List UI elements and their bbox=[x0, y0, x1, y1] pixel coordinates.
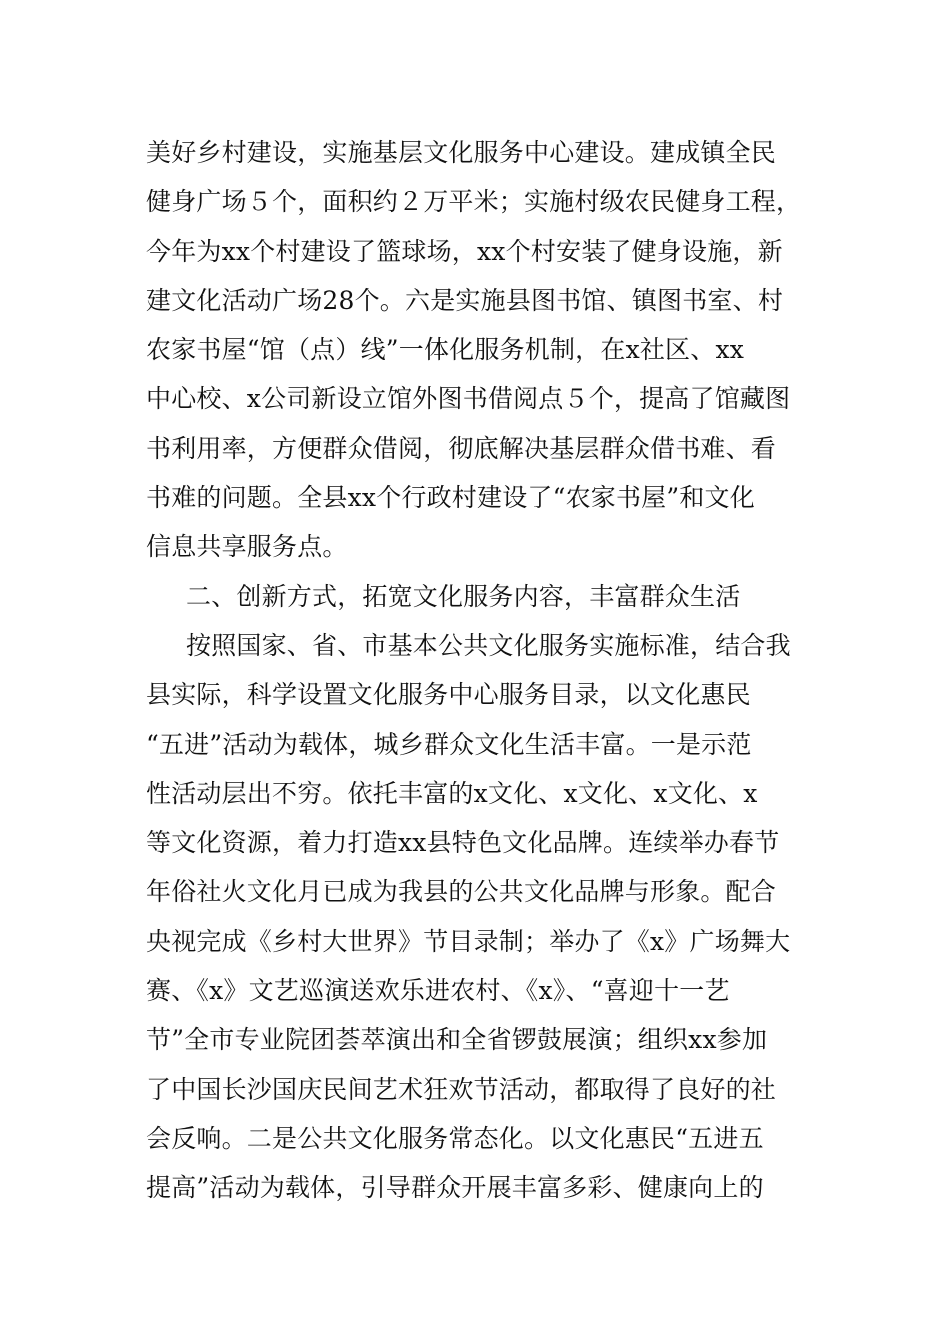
text-line: 县实际，科学设置文化服务中心服务目录，以文化惠民 bbox=[146, 680, 751, 710]
text-line: 信息共享服务点。 bbox=[146, 532, 348, 562]
text-line: 书难的问题。全县xx个行政村建设了“农家书屋”和文化 bbox=[146, 483, 755, 513]
text-line: 今年为xx个村建设了篮球场，xx个村安装了健身设施，新 bbox=[146, 236, 783, 266]
section-heading: 二、创新方式，拓宽文化服务内容，丰富群众生活 bbox=[186, 581, 741, 611]
text-line: 赛、《x》文艺巡演送欢乐进农村、《x》、“喜迎十一艺 bbox=[146, 976, 730, 1006]
text-line: 年俗社火文化月已成为我县的公共文化品牌与形象。配合 bbox=[146, 877, 777, 907]
text-line: 会反响。二是公共文化服务常态化。以文化惠民“五进五 bbox=[146, 1123, 764, 1153]
text-line: 央视完成《乡村大世界》节目录制；举办了《x》广场舞大 bbox=[146, 926, 791, 956]
paragraph-first-line: 按照国家、省、市基本公共文化服务实施标准，结合我 bbox=[186, 630, 791, 660]
text-line: 书利用率，方便群众借阅，彻底解决基层群众借书难、看 bbox=[146, 433, 777, 463]
text-line: 中心校、x公司新设立馆外图书借阅点５个，提高了馆藏图 bbox=[146, 384, 791, 414]
text-line: 性活动层出不穷。依托丰富的x文化、x文化、x文化、x bbox=[146, 778, 758, 808]
text-line: 等文化资源，着力打造xx县特色文化品牌。连续举办春节 bbox=[146, 828, 780, 858]
text-line: 美好乡村建设，实施基层文化服务中心建设。建成镇全民 bbox=[146, 138, 777, 167]
document-body bbox=[146, 128, 816, 1213]
text-line: 农家书屋“馆（点）线”一体化服务机制，在x社区、xx bbox=[146, 335, 745, 365]
text-line: 节”全市专业院团荟萃演出和全省锣鼓展演；组织xx参加 bbox=[146, 1025, 768, 1055]
text-line: 提高”活动为载体，引导群众开展丰富多彩、健康向上的 bbox=[146, 1173, 764, 1203]
text-line: 了中国长沙国庆民间艺术狂欢节活动，都取得了良好的社 bbox=[146, 1074, 777, 1104]
text-line: 建文化活动广场28个。六是实施县图书馆、镇图书室、村 bbox=[146, 285, 784, 315]
text-line: 健身广场５个，面积约２万平米；实施村级农民健身工程， bbox=[146, 187, 802, 217]
text-line: “五进”活动为载体，城乡群众文化生活丰富。一是示范 bbox=[146, 729, 752, 759]
